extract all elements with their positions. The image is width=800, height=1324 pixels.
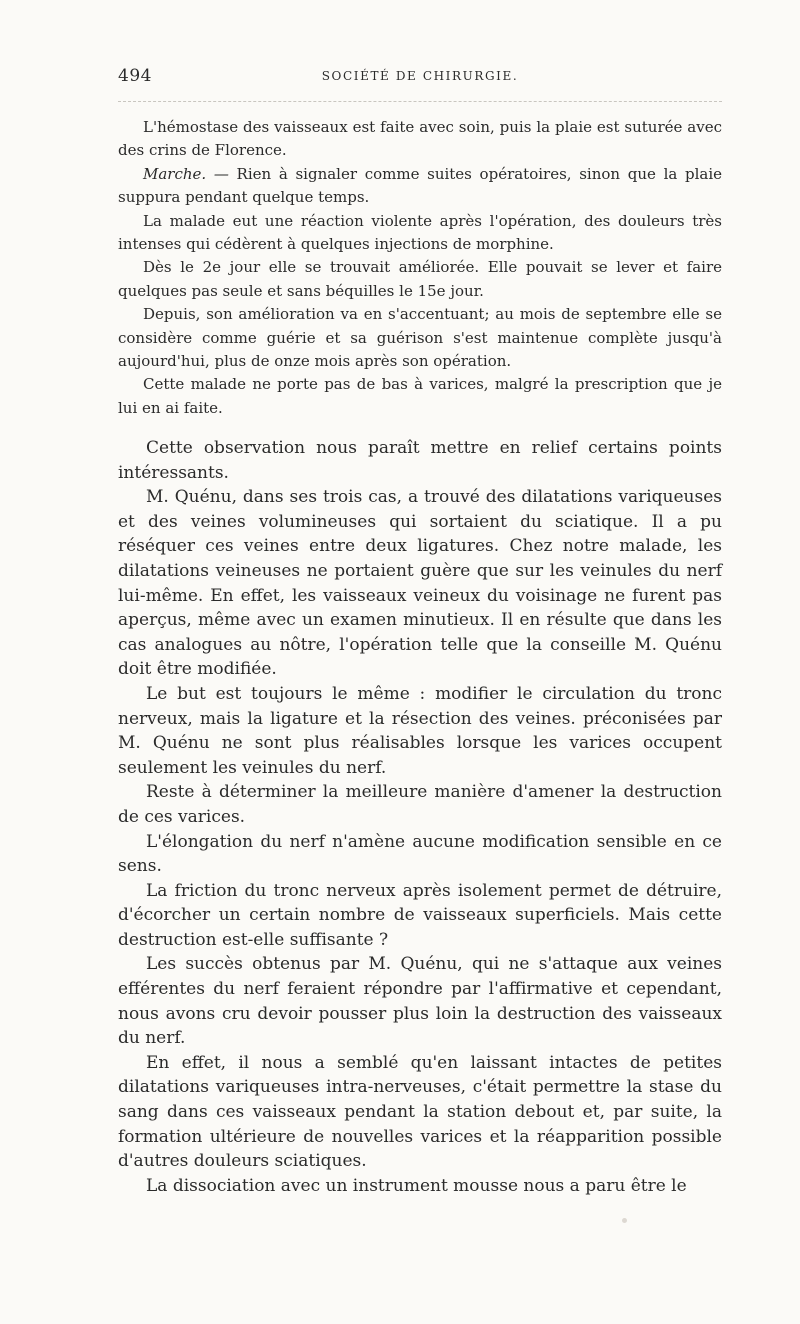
running-head	[118, 66, 722, 96]
paragraph-hemostase: L'hémostase des vaisseaux est faite avec soin, puis la plaie est suturée avec des crins de Florence.	[118, 118, 722, 160]
header-rule	[118, 101, 722, 102]
page-number: 494	[118, 66, 152, 86]
marche-text: Rien à signaler comme suites opératoires, sinon que la plaie suppura pendant quelque temps.	[118, 164, 722, 207]
paragraph-friction: La friction du tronc nerveux après isolement permet de détruire, d'écorcher un certain nombre de vaisseaux superficiels. Mais cette destruction est-elle suffisante ?	[118, 880, 722, 950]
paragraph-second-day: Dès le 2e jour elle se trouvait améliorée. Elle pouvait se lever et faire quelques pas seule et sans béquilles le 15e jour.	[118, 258, 722, 300]
paragraph-bas-varices: Cette malade ne porte pas de bas à varices, malgré la prescription que je lui en ai faite.	[118, 375, 722, 417]
paragraph-en-effet: En effet, il nous a semblé qu'en laissant intactes de petites dilatations variqueuses intra-nerveuses, c'était permettre la stase du sang dans ces vaisseaux pendant la station debout et, par suite, la formation ultérieure de nouvelles varices et la réapparition possible d'autres douleurs sciatiques.	[118, 1052, 722, 1172]
paragraph-reaction: La malade eut une réaction violente après l'opération, des douleurs très intenses qui cédèrent à quelques injections de morphine.	[118, 211, 722, 254]
case-report-section	[118, 116, 722, 420]
paragraph-marche	[118, 163, 722, 210]
paper-speck	[622, 1218, 627, 1223]
paragraph-but: Le but est toujours le même : modifier le circulation du tronc nerveux, mais la ligature et la résection des veines. préconisées par M. Quénu ne sont plus réalisables lorsque les varices occupent seulement les veinules du nerf.	[118, 683, 722, 778]
paragraph-reste: Reste à déterminer la meilleure manière d'amener la destruction de ces varices.	[118, 782, 722, 827]
marche-label: Marche. —	[143, 164, 229, 183]
paragraph-depuis: Depuis, son amélioration va en s'accentuant; au mois de septembre elle se considère comme guérie et sa guérison s'est maintenue complète jusqu'à aujourd'hui, plus de onze mois après son opération.	[118, 305, 722, 371]
paragraph-elongation: L'élongation du nerf n'amène aucune modification sensible en ce sens.	[118, 831, 722, 877]
journal-title: SOCIÉTÉ DE CHIRURGIE.	[321, 69, 519, 83]
paragraph-quenu-cases: M. Quénu, dans ses trois cas, a trouvé des dilatations variqueuses et des veines volumineuses qui sortaient du sciatique. Il a pu réséquer ces veines entre deux ligatures. Chez notre malade, les dilatations veineuses ne portaient guère que sur les veinules du nerf lui-même. En effet, les vaisseaux veineux du voisinage ne furent pas aperçus, même avec un examen minutieux. Il en résulte que dans les cas analogues au nôtre, l'opération telle que la conseille M. Quénu doit être modifiée.	[118, 487, 722, 680]
paragraph-succes: Les succès obtenus par M. Quénu, qui ne s'attaque aux veines efférentes du nerf feraient répondre par l'affirmative et cependant, nous avons cru devoir pousser plus loin la destruction des vaisseaux du nerf.	[118, 954, 722, 1049]
discussion-section	[118, 436, 722, 1198]
paragraph-observation: Cette observation nous paraît mettre en relief certains points intéressants.	[118, 438, 722, 483]
paragraph-dissociation: La dissociation avec un instrument mousse nous a paru être le	[146, 1175, 687, 1196]
